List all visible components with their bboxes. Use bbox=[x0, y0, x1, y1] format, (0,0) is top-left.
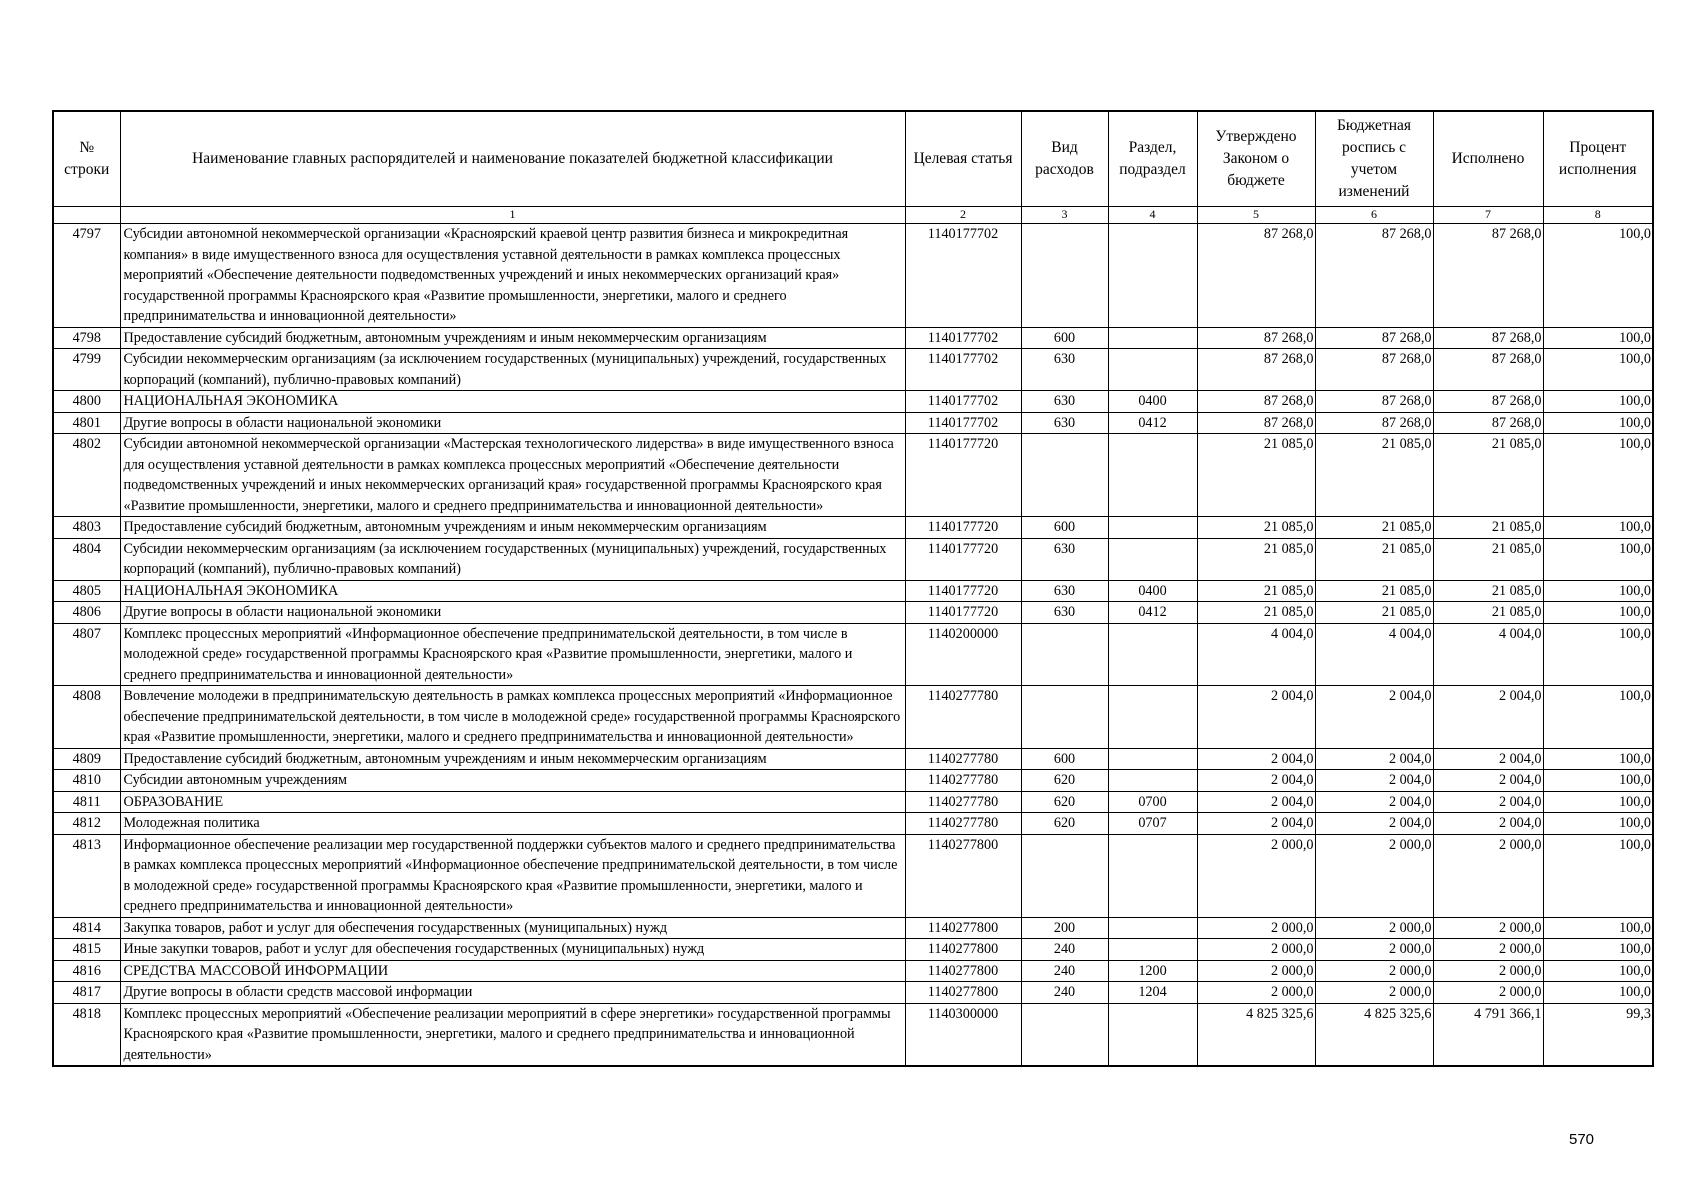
executed-amount-cell: 4 004,0 bbox=[1433, 623, 1543, 686]
approved-amount-cell: 21 085,0 bbox=[1197, 434, 1315, 517]
row-name-cell: Другие вопросы в области национальной экономики bbox=[120, 412, 905, 434]
col-number: 8 bbox=[1543, 207, 1653, 224]
section-cell bbox=[1108, 224, 1197, 328]
executed-amount-cell: 4 791 366,1 bbox=[1433, 1003, 1543, 1066]
budget-amount-cell: 2 004,0 bbox=[1315, 686, 1433, 749]
target-article-cell: 1140300000 bbox=[905, 1003, 1021, 1066]
table-row bbox=[53, 770, 1653, 792]
col-number: 3 bbox=[1021, 207, 1108, 224]
percent-cell: 100,0 bbox=[1543, 602, 1653, 624]
expense-type-cell bbox=[1021, 434, 1108, 517]
col-number: 4 bbox=[1108, 207, 1197, 224]
budget-amount-cell: 2 004,0 bbox=[1315, 748, 1433, 770]
row-name-cell: Предоставление субсидий бюджетным, автономным учреждениям и иным некоммерческим организациям bbox=[120, 748, 905, 770]
expense-type-cell bbox=[1021, 224, 1108, 328]
expense-type-cell: 240 bbox=[1021, 939, 1108, 961]
percent-cell: 100,0 bbox=[1543, 412, 1653, 434]
approved-amount-cell: 87 268,0 bbox=[1197, 327, 1315, 349]
budget-amount-cell: 21 085,0 bbox=[1315, 602, 1433, 624]
percent-cell: 100,0 bbox=[1543, 686, 1653, 749]
col-number: 5 bbox=[1197, 207, 1315, 224]
col-number: 1 bbox=[120, 207, 905, 224]
expense-type-cell bbox=[1021, 623, 1108, 686]
section-cell bbox=[1108, 327, 1197, 349]
expense-type-cell: 600 bbox=[1021, 517, 1108, 539]
expense-type-cell: 620 bbox=[1021, 770, 1108, 792]
row-number-cell: 4806 bbox=[53, 602, 120, 624]
approved-amount-cell: 87 268,0 bbox=[1197, 412, 1315, 434]
percent-cell: 100,0 bbox=[1543, 960, 1653, 982]
section-cell bbox=[1108, 1003, 1197, 1066]
budget-amount-cell: 2 004,0 bbox=[1315, 791, 1433, 813]
table-row bbox=[53, 517, 1653, 539]
target-article-cell: 1140177720 bbox=[905, 580, 1021, 602]
col-header-percent: Процент исполнения bbox=[1543, 111, 1653, 207]
row-number-cell: 4818 bbox=[53, 1003, 120, 1066]
row-number-cell: 4805 bbox=[53, 580, 120, 602]
budget-amount-cell: 21 085,0 bbox=[1315, 580, 1433, 602]
percent-cell: 100,0 bbox=[1543, 517, 1653, 539]
row-name-cell: Субсидии автономной некоммерческой организации «Красноярский краевой центр развития бизнеса и микрокредитная компания» в виде имущественного взноса для осуществления уставной деятельности в рамках комплекса процессных мероприятий «Обеспечение деятельности подведомственных учреждений и иных некоммерческих организаций края» государственной программы Красноярского края «Развитие промышленности, энергетики, малого и среднего предпринимательства и инновационной деятельности» bbox=[120, 224, 905, 328]
approved-amount-cell: 4 004,0 bbox=[1197, 623, 1315, 686]
target-article-cell: 1140277800 bbox=[905, 834, 1021, 917]
percent-cell: 100,0 bbox=[1543, 917, 1653, 939]
approved-amount-cell: 21 085,0 bbox=[1197, 580, 1315, 602]
row-number-cell: 4804 bbox=[53, 538, 120, 580]
expense-type-cell: 630 bbox=[1021, 349, 1108, 391]
target-article-cell: 1140177720 bbox=[905, 538, 1021, 580]
section-cell bbox=[1108, 939, 1197, 961]
row-name-cell: Предоставление субсидий бюджетным, автономным учреждениям и иным некоммерческим организациям bbox=[120, 327, 905, 349]
table-row bbox=[53, 813, 1653, 835]
target-article-cell: 1140177702 bbox=[905, 349, 1021, 391]
expense-type-cell: 630 bbox=[1021, 580, 1108, 602]
target-article-cell: 1140277780 bbox=[905, 770, 1021, 792]
section-cell bbox=[1108, 917, 1197, 939]
percent-cell: 100,0 bbox=[1543, 434, 1653, 517]
percent-cell: 100,0 bbox=[1543, 391, 1653, 413]
row-name-cell: Субсидии автономным учреждениям bbox=[120, 770, 905, 792]
percent-cell: 100,0 bbox=[1543, 939, 1653, 961]
row-name-cell: Субсидии некоммерческим организациям (за исключением государственных (муниципальных) учреждений, государственных корпораций (компаний), публично-правовых компаний) bbox=[120, 349, 905, 391]
budget-amount-cell: 2 000,0 bbox=[1315, 982, 1433, 1004]
section-cell bbox=[1108, 517, 1197, 539]
budget-amount-cell: 21 085,0 bbox=[1315, 434, 1433, 517]
budget-amount-cell: 87 268,0 bbox=[1315, 224, 1433, 328]
section-cell bbox=[1108, 538, 1197, 580]
approved-amount-cell: 21 085,0 bbox=[1197, 602, 1315, 624]
approved-amount-cell: 87 268,0 bbox=[1197, 391, 1315, 413]
approved-amount-cell: 2 000,0 bbox=[1197, 834, 1315, 917]
table-row bbox=[53, 391, 1653, 413]
section-cell bbox=[1108, 770, 1197, 792]
expense-type-cell: 240 bbox=[1021, 982, 1108, 1004]
approved-amount-cell: 87 268,0 bbox=[1197, 349, 1315, 391]
section-cell: 0412 bbox=[1108, 412, 1197, 434]
target-article-cell: 1140200000 bbox=[905, 623, 1021, 686]
section-cell: 1204 bbox=[1108, 982, 1197, 1004]
expense-type-cell bbox=[1021, 834, 1108, 917]
budget-amount-cell: 2 000,0 bbox=[1315, 960, 1433, 982]
table-row bbox=[53, 434, 1653, 517]
expense-type-cell: 620 bbox=[1021, 813, 1108, 835]
executed-amount-cell: 21 085,0 bbox=[1433, 517, 1543, 539]
row-number-cell: 4798 bbox=[53, 327, 120, 349]
row-number-cell: 4817 bbox=[53, 982, 120, 1004]
executed-amount-cell: 21 085,0 bbox=[1433, 434, 1543, 517]
row-number-cell: 4808 bbox=[53, 686, 120, 749]
percent-cell: 100,0 bbox=[1543, 224, 1653, 328]
approved-amount-cell: 2 004,0 bbox=[1197, 748, 1315, 770]
table-row bbox=[53, 327, 1653, 349]
percent-cell: 100,0 bbox=[1543, 748, 1653, 770]
percent-cell: 100,0 bbox=[1543, 834, 1653, 917]
row-name-cell: Закупка товаров, работ и услуг для обеспечения государственных (муниципальных) нужд bbox=[120, 917, 905, 939]
executed-amount-cell: 21 085,0 bbox=[1433, 580, 1543, 602]
executed-amount-cell: 2 004,0 bbox=[1433, 686, 1543, 749]
executed-amount-cell: 87 268,0 bbox=[1433, 391, 1543, 413]
row-name-cell: Комплекс процессных мероприятий «Обеспечение реализации мероприятий в сфере энергетики» государственной программы Красноярского края «Развитие промышленности, энергетики, малого и среднего предпринимательства и инновационной деятельности» bbox=[120, 1003, 905, 1066]
section-cell: 1200 bbox=[1108, 960, 1197, 982]
approved-amount-cell: 2 004,0 bbox=[1197, 813, 1315, 835]
target-article-cell: 1140177702 bbox=[905, 412, 1021, 434]
table-row bbox=[53, 917, 1653, 939]
table-row bbox=[53, 623, 1653, 686]
executed-amount-cell: 21 085,0 bbox=[1433, 602, 1543, 624]
target-article-cell: 1140277780 bbox=[905, 686, 1021, 749]
executed-amount-cell: 2 000,0 bbox=[1433, 982, 1543, 1004]
row-name-cell: ОБРАЗОВАНИЕ bbox=[120, 791, 905, 813]
executed-amount-cell: 2 000,0 bbox=[1433, 939, 1543, 961]
row-number-cell: 4809 bbox=[53, 748, 120, 770]
table-row bbox=[53, 834, 1653, 917]
section-cell bbox=[1108, 349, 1197, 391]
approved-amount-cell: 2 000,0 bbox=[1197, 917, 1315, 939]
executed-amount-cell: 2 004,0 bbox=[1433, 770, 1543, 792]
section-cell: 0412 bbox=[1108, 602, 1197, 624]
target-article-cell: 1140277800 bbox=[905, 939, 1021, 961]
target-article-cell: 1140177702 bbox=[905, 327, 1021, 349]
executed-amount-cell: 87 268,0 bbox=[1433, 224, 1543, 328]
row-name-cell: Информационное обеспечение реализации мер государственной поддержки субъектов малого и среднего предпринимательства в рамках комплекса процессных мероприятий «Информационное обеспечение предпринимательской деятельности, в том числе в молодежной среде» государственной программы Красноярского края «Развитие промышленности, энергетики, малого и среднего предпринимательства и инновационной деятельности» bbox=[120, 834, 905, 917]
row-number-cell: 4814 bbox=[53, 917, 120, 939]
row-name-cell: НАЦИОНАЛЬНАЯ ЭКОНОМИКА bbox=[120, 580, 905, 602]
section-cell: 0400 bbox=[1108, 580, 1197, 602]
executed-amount-cell: 2 000,0 bbox=[1433, 834, 1543, 917]
expense-type-cell: 630 bbox=[1021, 602, 1108, 624]
budget-amount-cell: 87 268,0 bbox=[1315, 412, 1433, 434]
row-name-cell: Иные закупки товаров, работ и услуг для обеспечения государственных (муниципальных) нужд bbox=[120, 939, 905, 961]
approved-amount-cell: 2 000,0 bbox=[1197, 960, 1315, 982]
row-name-cell: Субсидии некоммерческим организациям (за исключением государственных (муниципальных) учреждений, государственных корпораций (компаний), публично-правовых компаний) bbox=[120, 538, 905, 580]
row-number-cell: 4815 bbox=[53, 939, 120, 961]
row-number-cell: 4799 bbox=[53, 349, 120, 391]
target-article-cell: 1140277800 bbox=[905, 982, 1021, 1004]
executed-amount-cell: 2 004,0 bbox=[1433, 791, 1543, 813]
executed-amount-cell: 2 004,0 bbox=[1433, 748, 1543, 770]
target-article-cell: 1140177702 bbox=[905, 224, 1021, 328]
table-row bbox=[53, 982, 1653, 1004]
col-header-budget-list: Бюджетная роспись с учетом изменений bbox=[1315, 111, 1433, 207]
approved-amount-cell: 21 085,0 bbox=[1197, 538, 1315, 580]
target-article-cell: 1140177720 bbox=[905, 434, 1021, 517]
column-number-row bbox=[53, 207, 1653, 224]
table-row bbox=[53, 412, 1653, 434]
budget-amount-cell: 2 004,0 bbox=[1315, 813, 1433, 835]
table-body bbox=[53, 224, 1653, 1067]
expense-type-cell: 630 bbox=[1021, 412, 1108, 434]
section-cell bbox=[1108, 686, 1197, 749]
budget-amount-cell: 2 000,0 bbox=[1315, 834, 1433, 917]
row-name-cell: Вовлечение молодежи в предпринимательскую деятельность в рамках комплекса процессных мероприятий «Информационное обеспечение предпринимательской деятельности, в том числе в молодежной среде» государственной программы Красноярского края «Развитие промышленности, энергетики, малого и среднего предпринимательства и инновационной деятельности» bbox=[120, 686, 905, 749]
approved-amount-cell: 2 004,0 bbox=[1197, 770, 1315, 792]
executed-amount-cell: 2 000,0 bbox=[1433, 960, 1543, 982]
row-name-cell: Комплекс процессных мероприятий «Информационное обеспечение предпринимательской деятельности, в том числе в молодежной среде» государственной программы Красноярского края «Развитие промышленности, энергетики, малого и среднего предпринимательства и инновационной деятельности» bbox=[120, 623, 905, 686]
budget-amount-cell: 2 000,0 bbox=[1315, 917, 1433, 939]
section-cell: 0700 bbox=[1108, 791, 1197, 813]
percent-cell: 100,0 bbox=[1543, 349, 1653, 391]
section-cell: 0707 bbox=[1108, 813, 1197, 835]
target-article-cell: 1140177720 bbox=[905, 602, 1021, 624]
table-row bbox=[53, 349, 1653, 391]
col-number: 7 bbox=[1433, 207, 1543, 224]
percent-cell: 100,0 bbox=[1543, 982, 1653, 1004]
percent-cell: 100,0 bbox=[1543, 580, 1653, 602]
col-header-row-no: № строки bbox=[53, 111, 120, 207]
col-header-target-article: Целевая статья bbox=[905, 111, 1021, 207]
budget-amount-cell: 4 825 325,6 bbox=[1315, 1003, 1433, 1066]
expense-type-cell: 200 bbox=[1021, 917, 1108, 939]
row-number-cell: 4802 bbox=[53, 434, 120, 517]
row-number-cell: 4807 bbox=[53, 623, 120, 686]
percent-cell: 100,0 bbox=[1543, 538, 1653, 580]
percent-cell: 100,0 bbox=[1543, 770, 1653, 792]
approved-amount-cell: 2 000,0 bbox=[1197, 939, 1315, 961]
percent-cell: 100,0 bbox=[1543, 327, 1653, 349]
expense-type-cell bbox=[1021, 686, 1108, 749]
approved-amount-cell: 2 004,0 bbox=[1197, 791, 1315, 813]
row-name-cell: Предоставление субсидий бюджетным, автономным учреждениям и иным некоммерческим организациям bbox=[120, 517, 905, 539]
target-article-cell: 1140277780 bbox=[905, 813, 1021, 835]
table-row bbox=[53, 939, 1653, 961]
executed-amount-cell: 87 268,0 bbox=[1433, 327, 1543, 349]
col-header-expense-type: Вид расходов bbox=[1021, 111, 1108, 207]
row-number-cell: 4811 bbox=[53, 791, 120, 813]
approved-amount-cell: 21 085,0 bbox=[1197, 517, 1315, 539]
row-name-cell: Субсидии автономной некоммерческой организации «Мастерская технологического лидерства» в виде имущественного взноса для осуществления уставной деятельности в рамках комплекса процессных мероприятий «Обеспечение деятельности подведомственных учреждений и иных некоммерческих организаций края» государственной программы Красноярского края «Развитие промышленности, энергетики, малого и среднего предпринимательства и инновационной деятельности» bbox=[120, 434, 905, 517]
col-number bbox=[53, 207, 120, 224]
row-number-cell: 4816 bbox=[53, 960, 120, 982]
section-cell bbox=[1108, 748, 1197, 770]
budget-amount-cell: 2 004,0 bbox=[1315, 770, 1433, 792]
table-row bbox=[53, 1003, 1653, 1066]
target-article-cell: 1140277800 bbox=[905, 960, 1021, 982]
percent-cell: 100,0 bbox=[1543, 791, 1653, 813]
expense-type-cell: 600 bbox=[1021, 327, 1108, 349]
percent-cell: 100,0 bbox=[1543, 813, 1653, 835]
col-header-section: Раздел, подраздел bbox=[1108, 111, 1197, 207]
row-number-cell: 4813 bbox=[53, 834, 120, 917]
executed-amount-cell: 21 085,0 bbox=[1433, 538, 1543, 580]
approved-amount-cell: 2 000,0 bbox=[1197, 982, 1315, 1004]
col-header-approved: Утверждено Законом о бюджете bbox=[1197, 111, 1315, 207]
table-row bbox=[53, 791, 1653, 813]
row-number-cell: 4810 bbox=[53, 770, 120, 792]
expense-type-cell: 630 bbox=[1021, 391, 1108, 413]
executed-amount-cell: 87 268,0 bbox=[1433, 349, 1543, 391]
budget-amount-cell: 4 004,0 bbox=[1315, 623, 1433, 686]
table-row bbox=[53, 224, 1653, 328]
expense-type-cell: 620 bbox=[1021, 791, 1108, 813]
budget-amount-cell: 87 268,0 bbox=[1315, 349, 1433, 391]
row-number-cell: 4800 bbox=[53, 391, 120, 413]
percent-cell: 100,0 bbox=[1543, 623, 1653, 686]
target-article-cell: 1140177702 bbox=[905, 391, 1021, 413]
approved-amount-cell: 4 825 325,6 bbox=[1197, 1003, 1315, 1066]
target-article-cell: 1140277780 bbox=[905, 791, 1021, 813]
col-number: 6 bbox=[1315, 207, 1433, 224]
row-number-cell: 4803 bbox=[53, 517, 120, 539]
budget-table bbox=[52, 110, 1654, 1067]
section-cell bbox=[1108, 434, 1197, 517]
expense-type-cell bbox=[1021, 1003, 1108, 1066]
table-row bbox=[53, 580, 1653, 602]
budget-amount-cell: 87 268,0 bbox=[1315, 391, 1433, 413]
row-name-cell: Другие вопросы в области национальной экономики bbox=[120, 602, 905, 624]
row-name-cell: НАЦИОНАЛЬНАЯ ЭКОНОМИКА bbox=[120, 391, 905, 413]
row-number-cell: 4801 bbox=[53, 412, 120, 434]
expense-type-cell: 240 bbox=[1021, 960, 1108, 982]
executed-amount-cell: 2 004,0 bbox=[1433, 813, 1543, 835]
row-name-cell: Другие вопросы в области средств массовой информации bbox=[120, 982, 905, 1004]
percent-cell: 99,3 bbox=[1543, 1003, 1653, 1066]
executed-amount-cell: 87 268,0 bbox=[1433, 412, 1543, 434]
page-number: 570 bbox=[1569, 1131, 1595, 1148]
approved-amount-cell: 2 004,0 bbox=[1197, 686, 1315, 749]
col-number: 2 bbox=[905, 207, 1021, 224]
budget-amount-cell: 21 085,0 bbox=[1315, 538, 1433, 580]
section-cell bbox=[1108, 834, 1197, 917]
row-name-cell: СРЕДСТВА МАССОВОЙ ИНФОРМАЦИИ bbox=[120, 960, 905, 982]
row-number-cell: 4797 bbox=[53, 224, 120, 328]
budget-amount-cell: 2 000,0 bbox=[1315, 939, 1433, 961]
budget-amount-cell: 87 268,0 bbox=[1315, 327, 1433, 349]
table-row bbox=[53, 748, 1653, 770]
approved-amount-cell: 87 268,0 bbox=[1197, 224, 1315, 328]
table-row bbox=[53, 960, 1653, 982]
section-cell bbox=[1108, 623, 1197, 686]
row-number-cell: 4812 bbox=[53, 813, 120, 835]
budget-amount-cell: 21 085,0 bbox=[1315, 517, 1433, 539]
table-row bbox=[53, 602, 1653, 624]
header-row bbox=[53, 111, 1653, 207]
target-article-cell: 1140177720 bbox=[905, 517, 1021, 539]
table-row bbox=[53, 538, 1653, 580]
expense-type-cell: 630 bbox=[1021, 538, 1108, 580]
target-article-cell: 1140277800 bbox=[905, 917, 1021, 939]
table-row bbox=[53, 686, 1653, 749]
section-cell: 0400 bbox=[1108, 391, 1197, 413]
col-header-executed: Исполнено bbox=[1433, 111, 1543, 207]
expense-type-cell: 600 bbox=[1021, 748, 1108, 770]
col-header-name: Наименование главных распорядителей и наименование показателей бюджетной классификации bbox=[120, 111, 905, 207]
row-name-cell: Молодежная политика bbox=[120, 813, 905, 835]
executed-amount-cell: 2 000,0 bbox=[1433, 917, 1543, 939]
target-article-cell: 1140277780 bbox=[905, 748, 1021, 770]
